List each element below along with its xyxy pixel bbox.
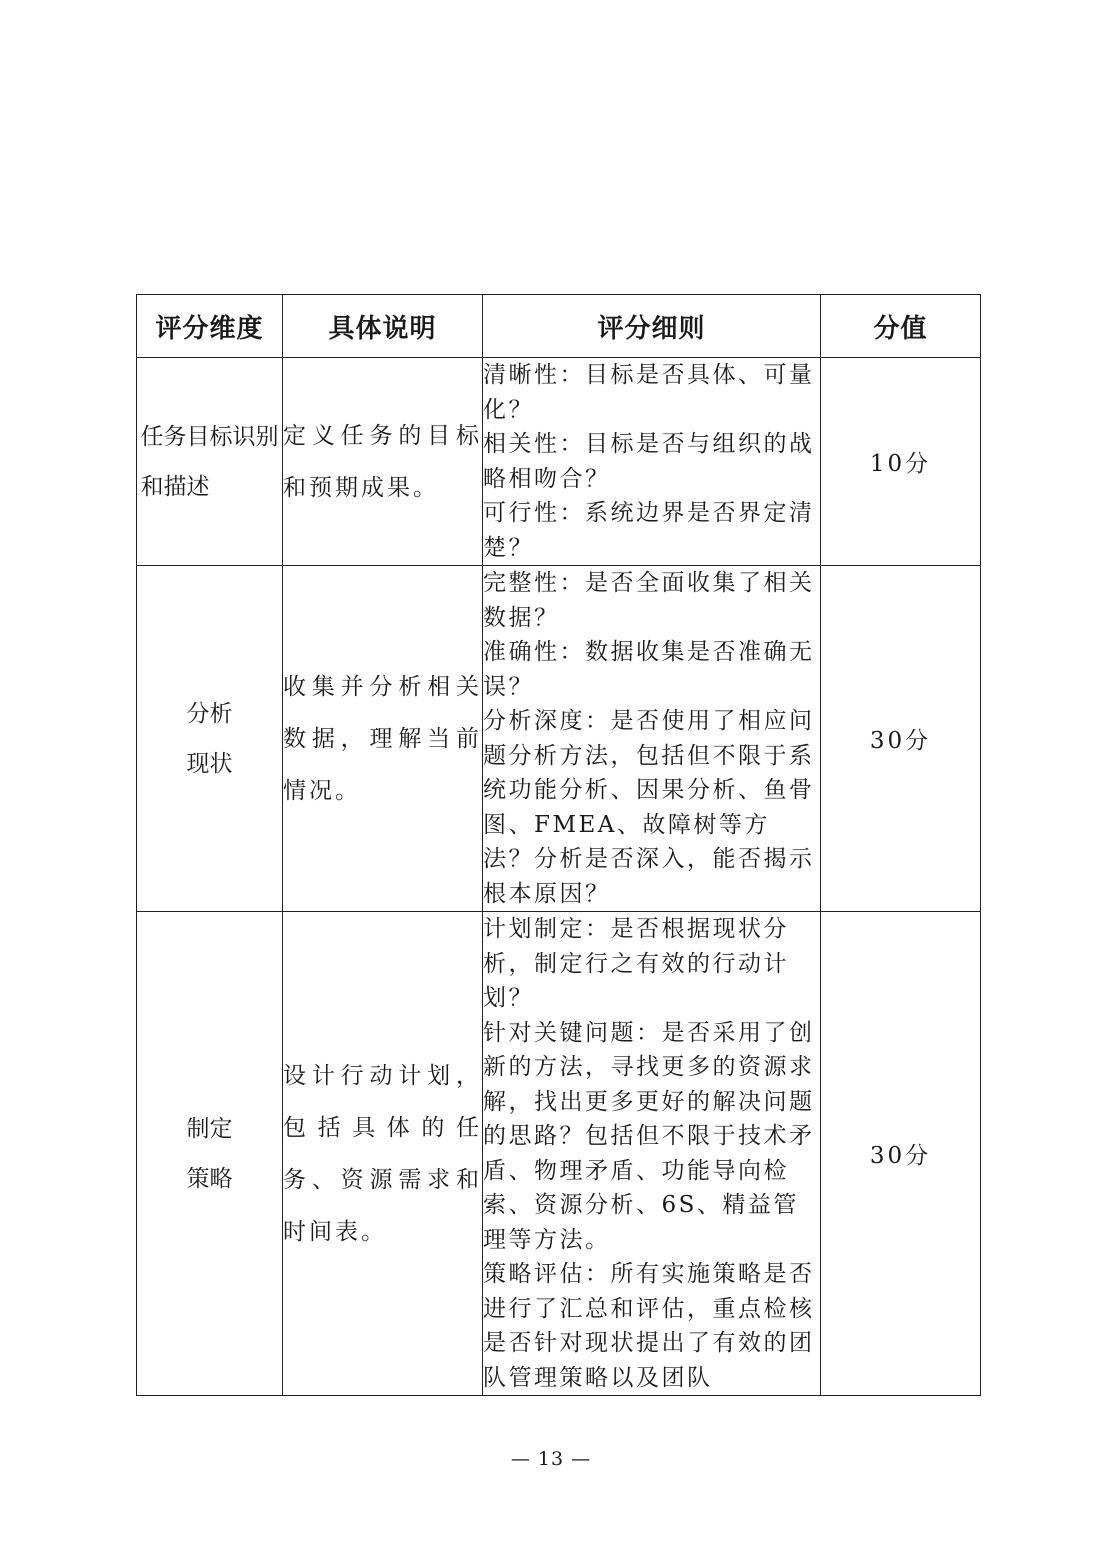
rule-item: 分析深度：是否使用了相应问题分析方法，包括但不限于系统功能分析、因果分析、鱼骨图、FMEA、故障树等方法？分析是否深入，能否揭示根本原因？ — [483, 708, 815, 907]
table-row — [137, 912, 981, 1396]
dimension-text: 任务目标识别和描述 — [140, 423, 279, 500]
rules-cell — [483, 358, 821, 566]
page-number: — 13 — — [510, 1448, 592, 1470]
rule-item: 清晰性：目标是否具体、可量化？ — [483, 362, 815, 423]
rule-item: 准确性：数据收集是否准确无误？ — [483, 639, 815, 700]
header-score: 分值 — [821, 295, 981, 358]
header-dimension: 评分维度 — [137, 295, 283, 358]
table-header-row — [137, 295, 981, 358]
description-cell: 收集并分析相关数据，理解当前情况。 — [283, 566, 483, 912]
score-cell: 30分 — [821, 566, 981, 912]
dimension-text: 分析现状 — [186, 700, 233, 777]
description-cell: 设计行动计划，包括具体的任务、资源需求和时间表。 — [283, 912, 483, 1396]
rule-item: 策略评估：所有实施策略是否进行了汇总和评估，重点检核是否针对现状提出了有效的团队管理策略以及团队 — [483, 1261, 815, 1391]
rules-cell — [483, 912, 821, 1396]
dimension-cell — [137, 358, 283, 566]
dimension-cell — [137, 912, 283, 1396]
scoring-table — [136, 294, 981, 1396]
rule-item: 可行性：系统边界是否界定清楚？ — [483, 500, 815, 561]
table-row — [137, 566, 981, 912]
score-cell: 30分 — [821, 912, 981, 1396]
rule-item: 针对关键问题：是否采用了创新的方法，寻找更多的资源求解，找出更多更好的解决问题的思路？包括但不限于技术矛盾、物理矛盾、功能导向检索、资源分析、6S、精益管理等方法。 — [483, 1019, 815, 1253]
rules-cell — [483, 566, 821, 912]
score-cell: 10分 — [821, 358, 981, 566]
header-rules: 评分细则 — [483, 295, 821, 358]
rule-item: 完整性：是否全面收集了相关数据？ — [483, 570, 815, 631]
header-description: 具体说明 — [283, 295, 483, 358]
dimension-text: 制定策略 — [186, 1115, 233, 1192]
table-row — [137, 358, 981, 566]
description-cell: 定义任务的目标和预期成果。 — [283, 358, 483, 566]
rule-item: 计划制定：是否根据现状分析，制定行之有效的行动计划？ — [483, 916, 789, 1011]
rule-item: 相关性：目标是否与组织的战略相吻合？ — [483, 431, 815, 492]
dimension-cell — [137, 566, 283, 912]
